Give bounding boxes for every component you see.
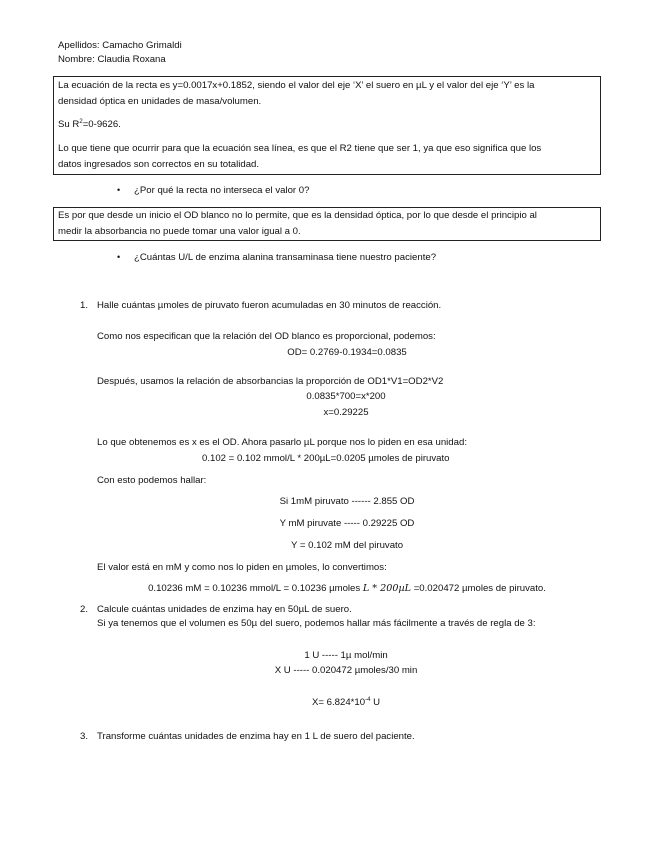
item2-number: 2.	[80, 604, 89, 615]
units-result-a: X= 6.824*10	[311, 697, 366, 708]
item1-paragraph1: Como nos especifican que la relación del OD blanco es proporcional, podemos:	[97, 331, 436, 342]
units-result-b: U	[370, 697, 381, 708]
r-squared-line	[58, 119, 121, 131]
box2-line2: medir la absorbancia no puede tomar una valor igual a 0.	[58, 226, 301, 237]
units-result	[312, 697, 380, 709]
r2-exponent: 2	[79, 119, 83, 125]
bullet-icon: •	[117, 185, 121, 195]
box1-line2: densidad óptica en unidades de masa/volumen.	[58, 96, 262, 107]
item3-title: Transforme cuántas unidades de enzima hay en 1 L de suero del paciente.	[97, 731, 415, 742]
final-conversion	[148, 583, 546, 595]
apellidos-line: Apellidos: Camacho Grimaldi	[58, 40, 182, 51]
r2-prefix: Su R	[58, 119, 80, 130]
x-value: x=0.29225	[323, 407, 369, 418]
answer-box-regression	[53, 76, 601, 175]
item1-number: 1.	[80, 300, 89, 311]
box1-line4: Lo que tiene que ocurrir para que la ecuación sea línea, es que el R2 tiene que ser 1, ya que eso significa que los	[58, 143, 542, 154]
rule-line2: Y mM piruvate ----- 0.29225 OD	[279, 518, 415, 529]
rule3-line1: 1 U ----- 1µ mol/min	[304, 650, 388, 661]
r2-value: =0-9626.	[82, 119, 121, 130]
item1-paragraph3: Lo que obtenemos es x es el OD. Ahora pasarlo µL porque nos lo piden en esa unidad:	[97, 437, 467, 448]
box2-line1: Es por que desde un inicio el OD blanco no lo permite, que es la densidad óptica, por lo que desde el principio al	[58, 210, 537, 221]
box1-line5: datos ingresados son correctos en su totalidad.	[58, 159, 260, 170]
bullet-icon: •	[117, 252, 121, 262]
item1-paragraph4: Con esto podemos hallar:	[97, 475, 207, 486]
answer-box-intercept	[53, 207, 601, 241]
conversion-line: 0.102 = 0.102 mmol/L * 200µL=0.0205 µmoles de piruvato	[202, 453, 450, 464]
rule3-line2: X U ----- 0.020472 µmoles/30 min	[274, 665, 418, 676]
final-conversion-c: =0.020472 µmoles de piruvato.	[411, 583, 546, 594]
rule-line1: Si 1mM piruvato ------ 2.855 OD	[279, 496, 415, 507]
question-intersect: ¿Por qué la recta no interseca el valor 0?	[134, 185, 310, 196]
box1-line1: La ecuación de la recta es y=0.0017x+0.1852, siendo el valor del eje ‘X’ el suero en µL y el valor del eje ‘Y’ es la	[58, 80, 535, 91]
item3-number: 3.	[80, 731, 89, 742]
units-result-exp: -4	[365, 697, 371, 703]
item2-title: Calcule cuántas unidades de enzima hay en 50µL de suero.	[97, 604, 352, 615]
question-units: ¿Cuántas U/L de enzima alanina transaminasa tiene nuestro paciente?	[134, 252, 437, 263]
item1-paragraph2: Después, usamos la relación de absorbancias la proporción de OD1*V1=OD2*V2	[97, 376, 444, 387]
proportion-equation: 0.0835*700=x*200	[306, 391, 386, 402]
item1-paragraph5: El valor está en mM y como nos lo piden en µmoles, lo convertimos:	[97, 562, 387, 573]
rule-result: Y = 0.102 mM del piruvato	[290, 540, 404, 551]
od-equation: OD= 0.2769-0.1934=0.0835	[287, 347, 407, 358]
nombre-line: Nombre: Claudia Roxana	[58, 54, 166, 65]
final-conversion-a: 0.10236 mM = 0.10236 mmol/L = 0.10236 µmoles	[148, 583, 363, 594]
item1-title: Halle cuántas µmoles de piruvato fueron acumuladas en 30 minutos de reacción.	[97, 300, 442, 311]
item2-paragraph1: Si ya tenemos que el volumen es 50µ del suero, podemos hallar más fácilmente a través de regla de 3:	[97, 618, 536, 629]
final-conversion-b: L * 200µL	[362, 583, 412, 594]
